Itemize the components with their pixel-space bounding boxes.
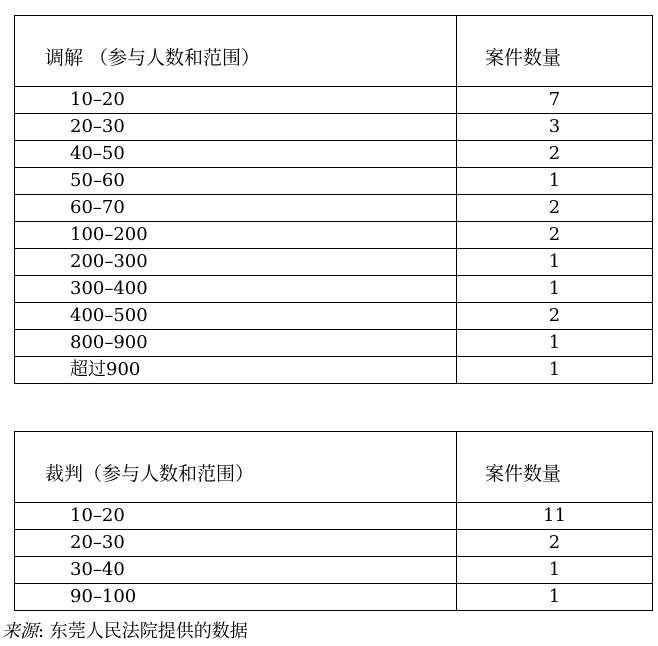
count-cell: 1 [457,168,653,195]
count-cell: 2 [457,195,653,222]
source-separator: : [38,621,45,642]
range-cell: 90–100 [15,584,457,611]
range-cell: 超过900 [15,357,457,384]
count-cell: 1 [457,357,653,384]
range-cell: 100–200 [15,222,457,249]
source-text: 东莞人民法院提供的数据 [44,621,248,642]
count-cell: 7 [457,87,653,114]
mediation-table [14,15,653,384]
table-row [15,584,653,611]
table-row [15,141,653,168]
range-cell: 10–20 [15,503,457,530]
count-cell: 2 [457,303,653,330]
column-header-count: 案件数量 [457,432,653,503]
range-cell: 50–60 [15,168,457,195]
range-cell: 60–70 [15,195,457,222]
table-row [15,87,653,114]
source-caption [2,619,248,645]
range-cell: 800–900 [15,330,457,357]
table-row [15,168,653,195]
table-row [15,303,653,330]
table-row [15,357,653,384]
range-cell: 200–300 [15,249,457,276]
adjudication-table [14,431,653,611]
count-cell: 1 [457,557,653,584]
count-cell: 11 [457,503,653,530]
count-cell: 1 [457,584,653,611]
table-header-row [15,432,653,503]
table-header-row [15,16,653,87]
count-cell: 2 [457,141,653,168]
range-cell: 10–20 [15,87,457,114]
table-row [15,114,653,141]
source-label: 来源 [2,621,38,642]
table-row [15,557,653,584]
count-cell: 2 [457,530,653,557]
column-header-category: 调解 （参与人数和范围） [15,16,457,87]
column-header-count: 案件数量 [457,16,653,87]
range-cell: 20–30 [15,530,457,557]
count-cell: 1 [457,330,653,357]
range-cell: 20–30 [15,114,457,141]
column-header-category: 裁判（参与人数和范围） [15,432,457,503]
table-row [15,330,653,357]
range-cell: 30–40 [15,557,457,584]
count-cell: 2 [457,222,653,249]
range-cell: 40–50 [15,141,457,168]
count-cell: 3 [457,114,653,141]
table-row [15,503,653,530]
table-row [15,249,653,276]
range-cell: 300–400 [15,276,457,303]
range-cell: 400–500 [15,303,457,330]
count-cell: 1 [457,276,653,303]
table-row [15,530,653,557]
table-row [15,195,653,222]
table-row [15,222,653,249]
table-row [15,276,653,303]
count-cell: 1 [457,249,653,276]
